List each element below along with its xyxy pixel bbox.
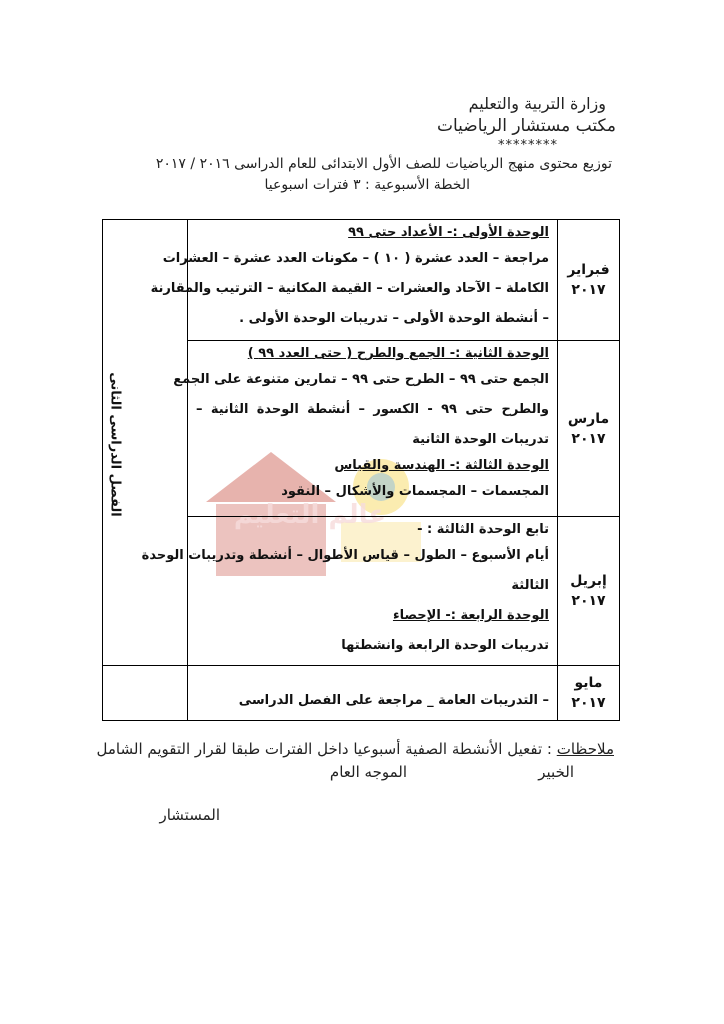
content-cell — [188, 666, 558, 721]
content-line: أيام الأسبوع – الطول – قياس الأطوال – أنشطة وتدريبات الوحدة — [141, 548, 549, 563]
month-cell — [558, 517, 620, 666]
content-line: تدريبات الوحدة الثانية — [412, 432, 549, 447]
document-title: توزيع محتوى منهج الرياضيات للصف الأول الابتدائى للعام الدراسى ٢٠١٦ / ٢٠١٧ — [155, 156, 612, 172]
unit-title: الوحدة الأولى :- الأعداد حتى ٩٩ — [348, 225, 549, 240]
unit-title: الوحدة الرابعة :- الإحصاء — [392, 608, 549, 623]
ministry-name: وزارة التربية والتعليم — [468, 94, 606, 113]
content-cell — [173, 341, 558, 517]
month-name: مايو — [574, 675, 603, 691]
consultant-label: المستشار — [159, 806, 220, 824]
content-line: – التدريبات العامة _ مراجعة على الفصل الدراسى — [238, 693, 549, 708]
content-cell — [150, 220, 558, 341]
notes-text: : تفعيل الأنشطة الصفية أسبوعيا داخل الفترات طبقا لقرار التقويم الشامل — [96, 740, 552, 758]
stars-separator: ******** — [498, 138, 558, 153]
table-row — [103, 220, 620, 341]
supervisor-label: الموجه العام — [329, 763, 407, 781]
curriculum-table — [102, 219, 620, 721]
unit-title: الوحدة الثالثة :- الهندسة والقياس — [334, 458, 549, 473]
semester-label: الفصل الدراسى الثانى — [107, 372, 123, 517]
notes-line — [97, 740, 614, 758]
month-name: مارس — [567, 410, 610, 427]
weekly-plan: الخطة الأسبوعية : ٣ فترات اسبوعيا — [264, 177, 470, 193]
content-cell — [141, 517, 558, 666]
unit-title: تابع الوحدة الثالثة : - — [417, 522, 549, 537]
unit-title: الوحدة الثانية :- الجمع والطرح ( حتى العدد ٩٩ ) — [247, 346, 549, 361]
content-line: الكاملة – الآحاد والعشرات – القيمة المكانية – الترتيب والمقارنة — [150, 281, 549, 296]
content-line: المجسمات – المجسمات والأشكال – النقود — [281, 484, 549, 499]
month-year: ٢٠١٧ — [571, 695, 606, 711]
watermark-text: عالم التعليم — [233, 500, 387, 530]
month-name: إبريل — [570, 573, 607, 589]
content-line: الثالثة — [511, 578, 549, 593]
content-line: تدريبات الوحدة الرابعة وانشطتها — [341, 638, 549, 653]
content-line: – أنشطة الوحدة الأولى – تدريبات الوحدة الأولى . — [239, 311, 549, 326]
content-line: والطرح حتى ٩٩ - الكسور – أنشطة الوحدة الثانية – — [196, 402, 549, 417]
content-line: الجمع حتى ٩٩ – الطرح حتى ٩٩ – تمارين متنوعة على الجمع — [173, 372, 549, 387]
month-cell — [558, 666, 620, 721]
office-name: مكتب مستشار الرياضيات — [436, 116, 616, 136]
expert-label: الخبير — [538, 763, 574, 781]
month-cell — [558, 341, 620, 517]
month-name: فبراير — [567, 262, 610, 278]
month-cell — [558, 220, 620, 341]
empty-cell — [103, 666, 188, 721]
content-line: مراجعة – العدد عشرة ( ١٠ ) – مكونات العدد عشرة – العشرات — [162, 251, 549, 266]
month-year: ٢٠١٧ — [571, 593, 606, 609]
month-year: ٢٠١٧ — [571, 430, 606, 447]
month-year: ٢٠١٧ — [571, 282, 606, 298]
notes-label: ملاحظات — [556, 740, 614, 758]
table-row — [103, 666, 620, 721]
